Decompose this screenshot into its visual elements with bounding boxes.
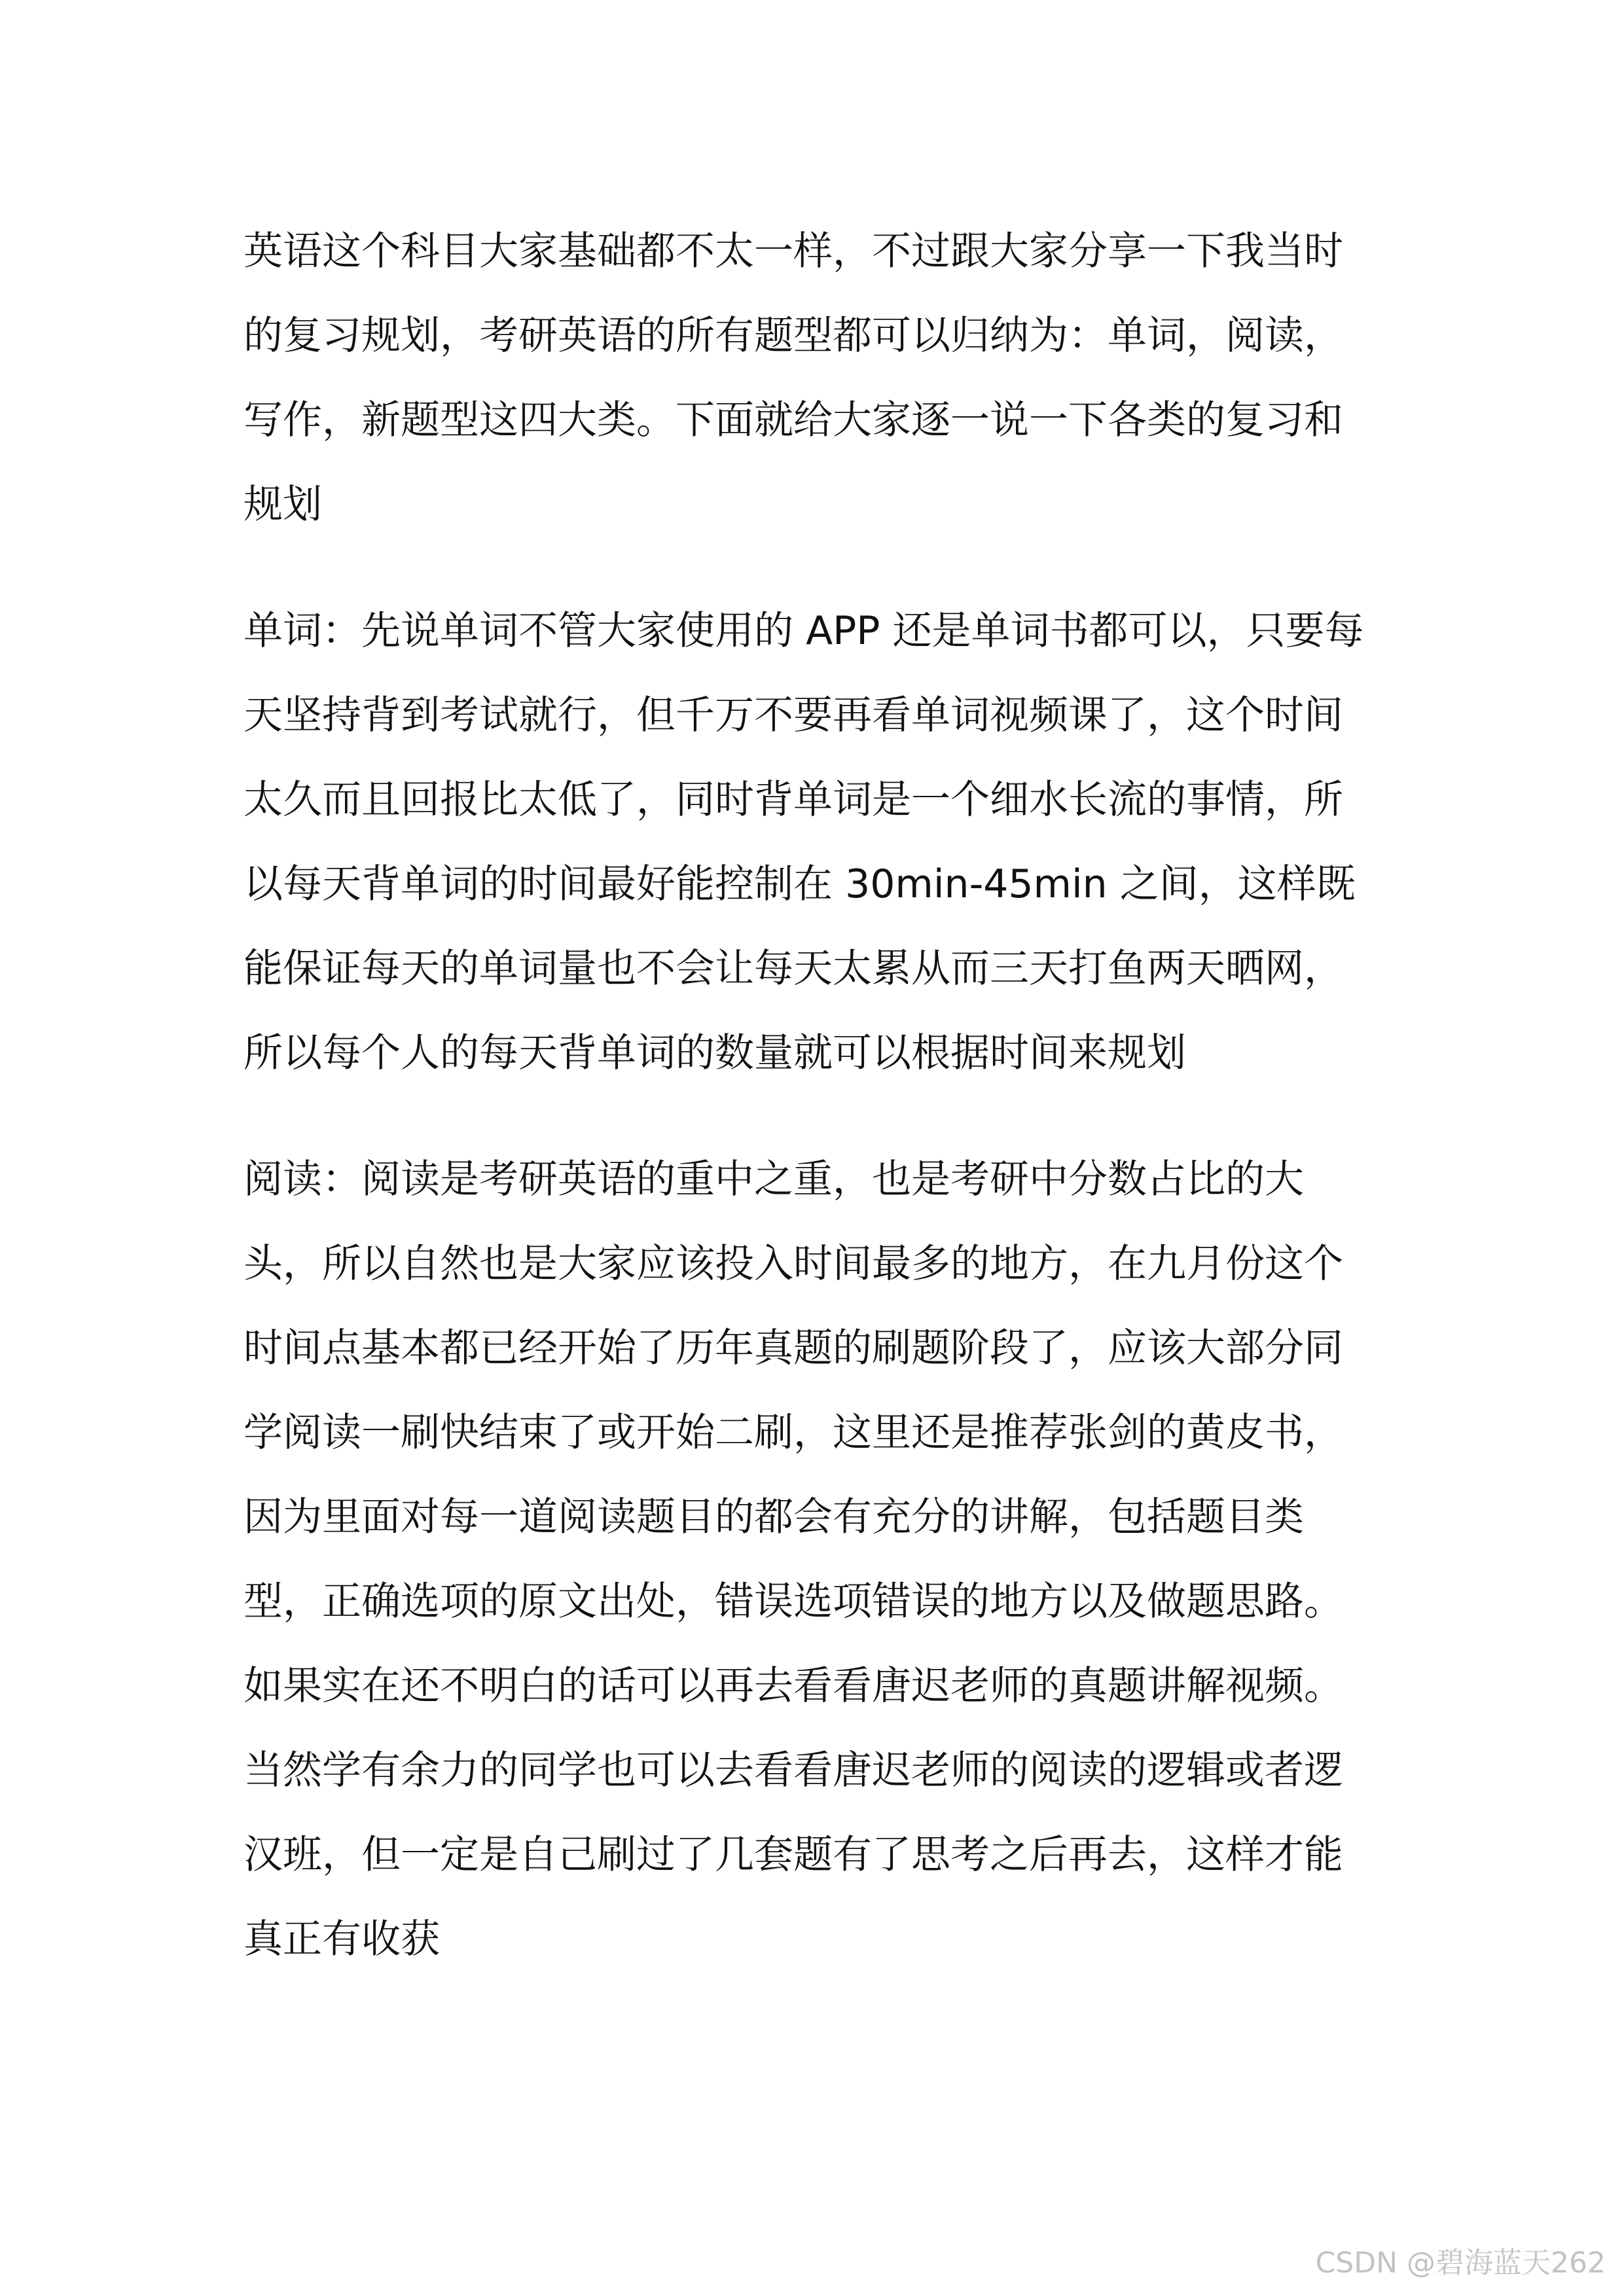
paragraph-vocabulary: 单词：先说单词不管大家使用的 APP 还是单词书都可以，只要每天坚持背到考试就行，但千万不要再看单词视频课了，这个时间太久而且回报比太低了，同时背单词是一个细水长流的事情，所以每天背单词的时间最好能控制在 30min-45min 之间，这样既能保证每天的单词量也不会让每天太累从而三天打鱼两天晒网，所以每个人的每天背单词的数量就可以根据时间来规划	[244, 608, 1364, 1076]
csdn-watermark: CSDN @碧海蓝天262	[1315, 2246, 1606, 2280]
paragraph-reading: 阅读：阅读是考研英语的重中之重，也是考研中分数占比的大头，所以自然也是大家应该投入时间最多的地方，在九月份这个时间点基本都已经开始了历年真题的刷题阶段了，应该大部分同学阅读一刷快结束了或开始二刷，这里还是推荐张剑的黄皮书，因为里面对每一道阅读题目的都会有充分的讲解，包括题目类型，正确选项的原文出处，错误选项错误的地方以及做题思路。如果实在还不明白的话可以再去看看唐迟老师的真题讲解视频。当然学有余力的同学也可以去看看唐迟老师的阅读的逻辑或者逻汉班，但一定是自己刷过了几套题有了思考之后再去，这样才能真正有收获	[244, 1157, 1343, 1962]
document-body	[244, 209, 1369, 1982]
paragraph-intro: 英语这个科目大家基础都不太一样，不过跟大家分享一下我当时的复习规划，考研英语的所有题型都可以归纳为：单词，阅读，写作，新题型这四大类。下面就给大家逐一说一下各类的复习和规划	[244, 228, 1343, 528]
